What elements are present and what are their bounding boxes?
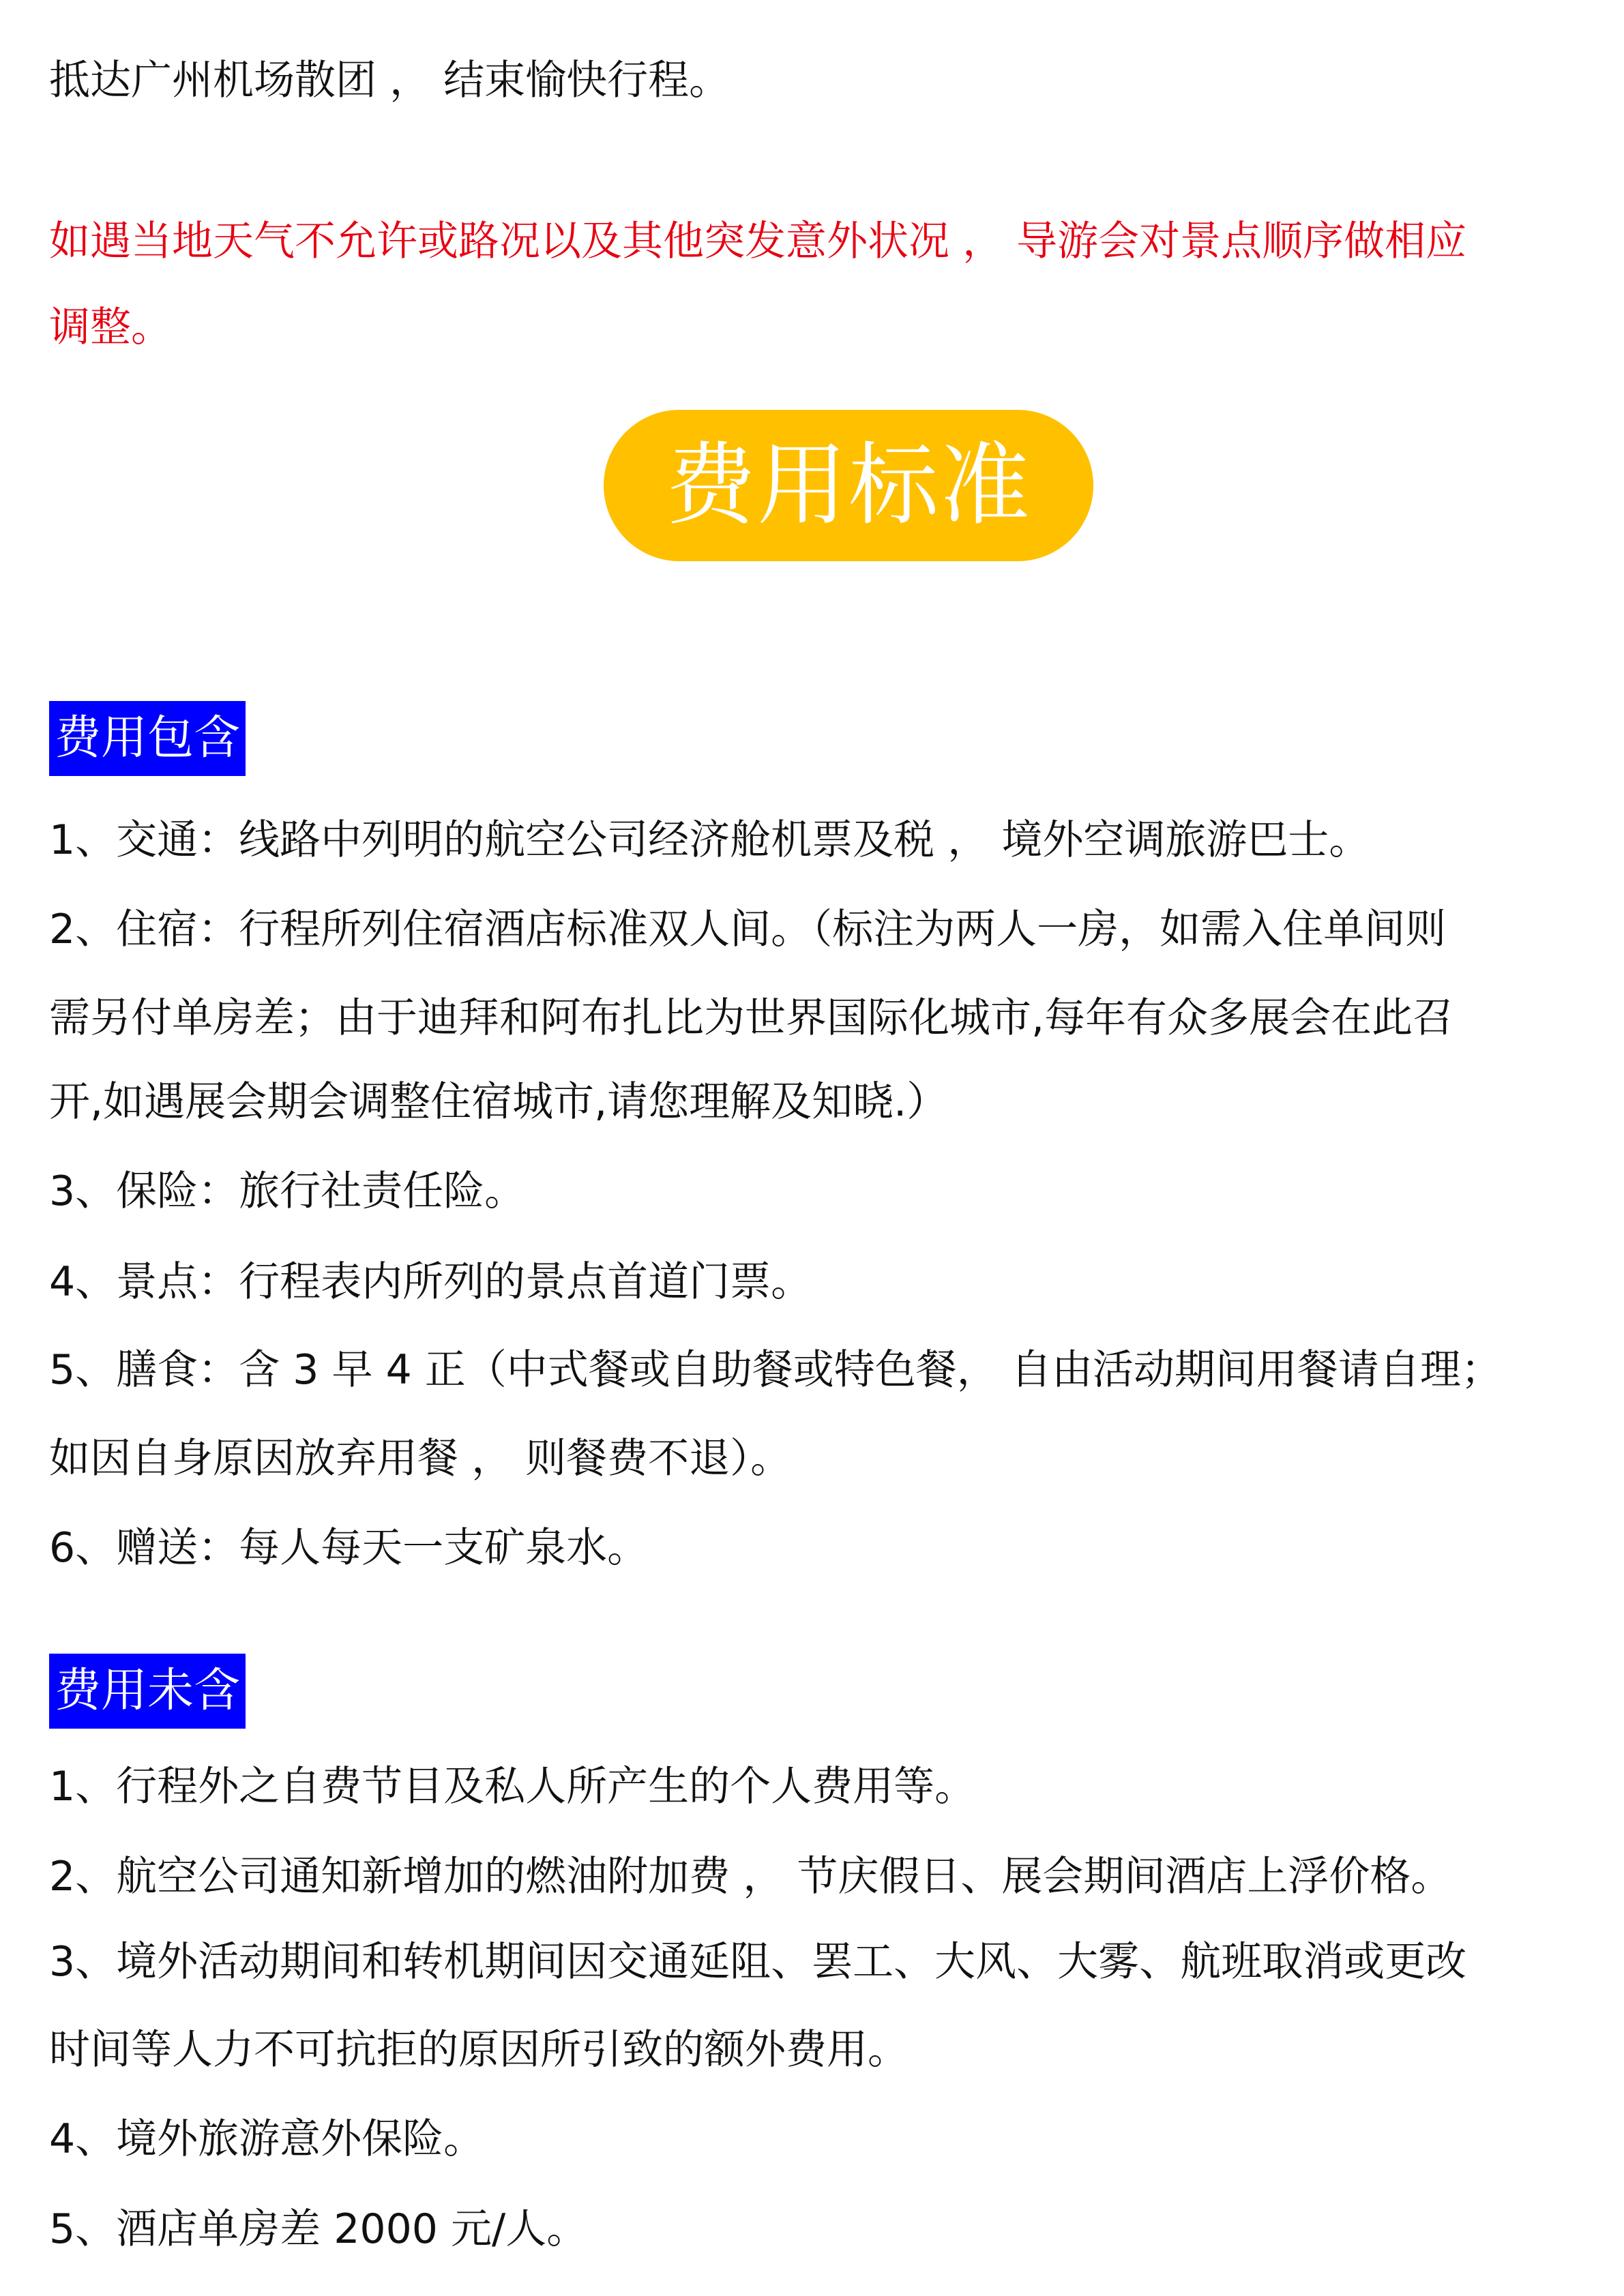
included-line: 6、赠送：每人每天一支矿泉水。: [49, 1524, 649, 1572]
excluded-line: 4、境外旅游意外保险。: [49, 2115, 485, 2163]
included-line: 3、保险：旅行社责任险。: [49, 1167, 526, 1215]
notice-text-line-2: 调整。: [49, 303, 172, 351]
included-line: 1、交通：线路中列明的航空公司经济舱机票及税 ， 境外空调旅游巴士。: [49, 816, 1370, 864]
included-line: 5、膳食：含 3 早 4 正（中式餐或自助餐或特色餐， 自由活动期间用餐请自理；: [49, 1346, 1502, 1394]
excluded-line: 时间等人力不可抗拒的原因所引致的额外费用。: [49, 2026, 909, 2074]
excluded-line: 3、境外活动期间和转机期间因交通延阻、罢工、大风、大雾、航班取消或更改: [49, 1938, 1467, 1986]
included-line: 4、景点：行程表内所列的景点首道门票。: [49, 1258, 812, 1306]
included-line: 开,如遇展会期会调整住宿城市,请您理解及知晓.）: [49, 1078, 948, 1126]
fee-standard-title: 费用标准: [666, 433, 1031, 538]
excluded-line: 2、航空公司通知新增加的燃油附加费 ， 节庆假日、展会期间酒店上浮价格。: [49, 1853, 1452, 1900]
fee-standard-banner: [604, 410, 1093, 561]
included-line: 如因自身原因放弃用餐 ， 则餐费不退）。: [49, 1435, 792, 1482]
included-line: 2、住宿：行程所列住宿酒店标准双人间。（标注为两人一房，如需入住单间则: [49, 906, 1447, 953]
included-line: 需另付单房差；由于迪拜和阿布扎比为世界国际化城市,每年有众多展会在此召: [49, 994, 1454, 1042]
excluded-heading: 费用未含: [49, 1654, 246, 1729]
excluded-line: 1、行程外之自费节目及私人所产生的个人费用等。: [49, 1763, 976, 1810]
notice-text-line-1: 如遇当地天气不允许或路况以及其他突发意外状况 ， 导游会对景点顺序做相应: [49, 218, 1467, 265]
excluded-line: 5、酒店单房差 2000 元/人。: [49, 2205, 588, 2253]
included-heading: 费用包含: [49, 701, 246, 776]
itinerary-ending-text: 抵达广州机场散团 ， 结束愉快行程。: [49, 57, 730, 104]
